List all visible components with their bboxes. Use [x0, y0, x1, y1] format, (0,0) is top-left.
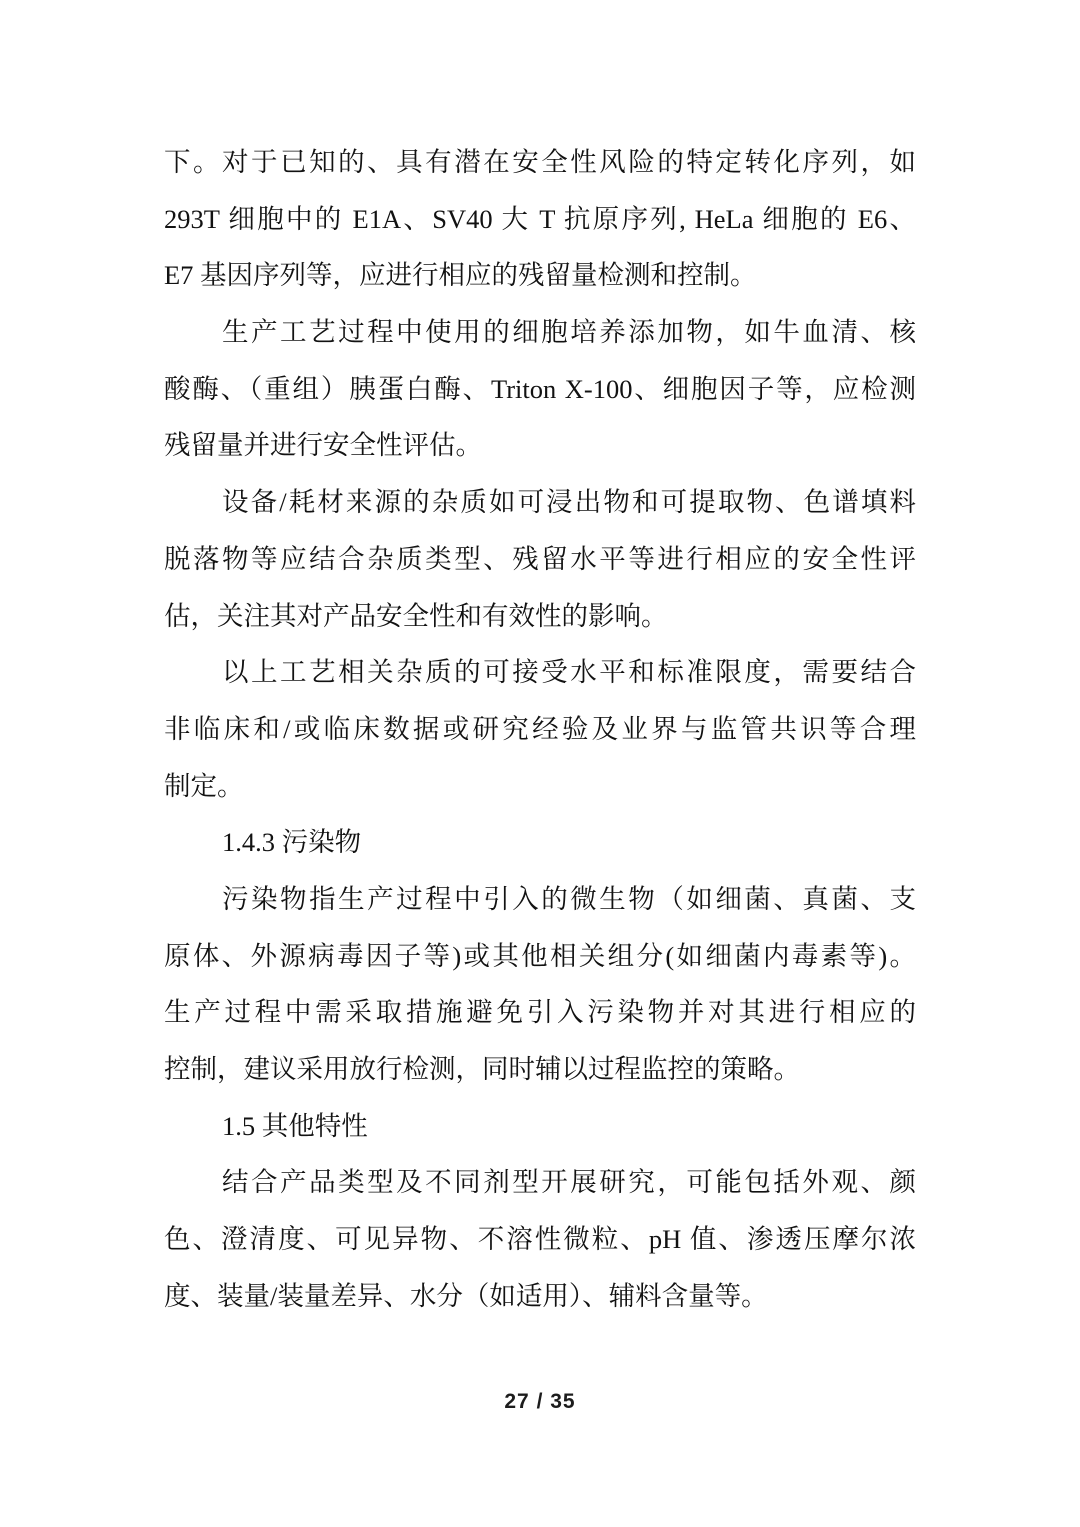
- text-line: 结合产品类型及不同剂型开展研究，可能包括外观、颜: [222, 1167, 916, 1198]
- text-line: 度、装量/装量差异、水分（如适用）、辅料含量等。: [164, 1280, 768, 1311]
- text-line: 设备/耗材来源的杂质如可浸出物和可提取物、色谱填料: [222, 487, 916, 518]
- text-line: 控制，建议采用放行检测，同时辅以过程监控的策略。: [164, 1054, 800, 1084]
- text-line: 原体、外源病毒因子等)或其他相关组分(如细菌内毒素等)。: [164, 940, 916, 971]
- text-line: 污染物指生产过程中引入的微生物（如细菌、真菌、支: [222, 883, 916, 914]
- text-line: 酸酶、（重组）胰蛋白酶、Triton X-100、细胞因子等，应检测: [164, 373, 916, 404]
- text-line: 生产工艺过程中使用的细胞培养添加物，如牛血清、核: [222, 317, 916, 348]
- text-line: E7 基因序列等，应进行相应的残留量检测和控制。: [164, 260, 757, 291]
- document-text: [164, 134, 916, 1324]
- text-line: 脱落物等应结合杂质类型、残留水平等进行相应的安全性评: [164, 543, 916, 574]
- text-line: 非临床和/或临床数据或研究经验及业界与监管共识等合理: [164, 713, 916, 744]
- text-line: 以上工艺相关杂质的可接受水平和标准限度，需要结合: [222, 657, 916, 688]
- text-line: 下。对于已知的、具有潜在安全性风险的特定转化序列，如: [164, 147, 916, 177]
- text-line: 色、澄清度、可见异物、不溶性微粒、pH 值、渗透压摩尔浓: [164, 1224, 916, 1255]
- text-line: 残留量并进行安全性评估。: [164, 430, 482, 461]
- section-heading-1-5: 1.5 其他特性: [222, 1110, 368, 1141]
- text-line: 生产过程中需采取措施避免引入污染物并对其进行相应的: [164, 997, 916, 1028]
- text-line: 制定。: [164, 770, 244, 801]
- text-line: 估，关注其对产品安全性和有效性的影响。: [164, 600, 668, 631]
- page-number: 27 / 35: [504, 1390, 576, 1413]
- section-heading-1-4-3: 1.4.3 污染物: [222, 827, 362, 858]
- text-line: 293T 细胞中的 E1A、SV40 大 T 抗原序列, HeLa 细胞的 E6、: [164, 203, 916, 234]
